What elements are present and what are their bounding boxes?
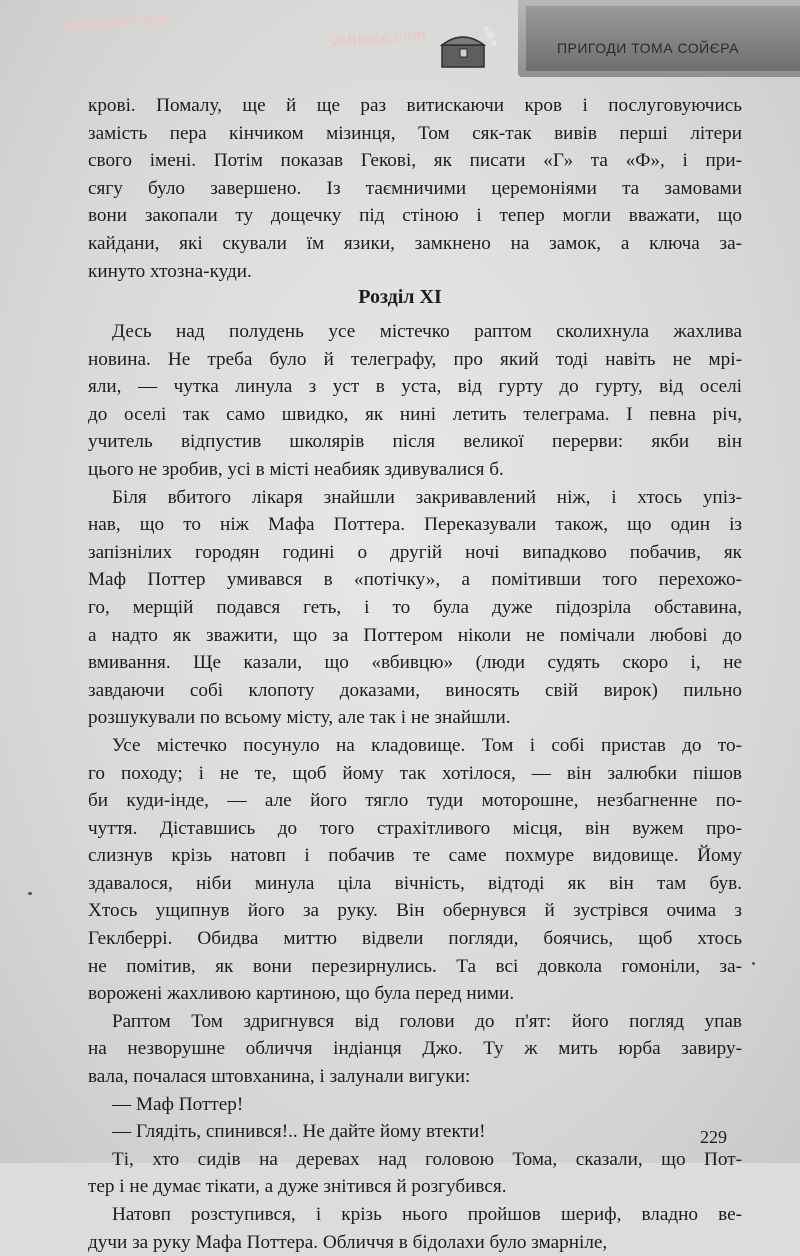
scan-speck xyxy=(28,892,32,895)
text-line: Усе містечко посунуло на кладовище. Том і собі пристав до то- xyxy=(112,734,742,756)
text-line: учитель відпустив школярів після великої перерви: якби він xyxy=(88,431,742,453)
text-line: Геклберрі. Обидва миттю відвели погляди, боячись, щоб хтось xyxy=(88,928,742,950)
text-line: яли, — чутка линула з уст в уста, від гурту до гурту, від оселі xyxy=(88,376,742,398)
text-line: слизнув крізь натовп і побачив те саме похмуре видовище. Йому xyxy=(88,845,742,867)
text-line: вмивання. Ще казали, що «вбивцю» (люди судять скоро і, не xyxy=(88,652,742,674)
continued-paragraph xyxy=(88,92,742,285)
text-line: вала, почалася штовханина, і залунали вигуки: xyxy=(88,1066,471,1088)
text-line: Біля вбитого лікаря знайшли закривавлений ніж, і хтось упіз- xyxy=(112,486,742,508)
chapter-heading: Розділ XI xyxy=(358,286,442,308)
text-line: не помітив, як вони перезирнулись. Та всі довкола гомоніли, за- xyxy=(88,955,742,977)
text-line: кинуто хтозна-куди. xyxy=(88,260,252,282)
text-line: дучи за руку Мафа Поттера. Обличчя в бідолахи було змарніле, xyxy=(88,1231,608,1253)
text-line: а надто як зважити, що за Поттером ніколи не помічали любові до xyxy=(88,624,742,646)
text-line: на незворушне обличчя індіанця Джо. Ту ж мить юрба завиру- xyxy=(88,1038,742,1060)
text-line: чуття. Діставшись до того страхітливого місця, він вужем про- xyxy=(88,817,742,839)
text-line: ворожені жахливою картиною, що була перед ними. xyxy=(88,983,515,1005)
text-line: — Маф Поттер! xyxy=(112,1093,244,1115)
text-line: би куди-інде, — але його тягло туди моторошне, незбагненне по- xyxy=(88,790,742,812)
text-line: Маф Поттер умивався в «потічку», а помітивши того перехожо- xyxy=(88,569,742,591)
text-line: крові. Помалу, ще й ще раз витискаючи кров і послуговуючись xyxy=(88,95,742,116)
text-line: вони закопали ту дощечку під стіною і тепер могли вважати, що xyxy=(88,205,742,227)
text-line: замість пера кінчиком мізинця, Том сяк-так вивів перші літери xyxy=(88,122,742,144)
watermark: vshkole.com xyxy=(329,26,427,51)
scan-speck xyxy=(752,962,755,965)
text-line: Раптом Том здригнувся від голови до п'ят: його погляд упав xyxy=(112,1010,742,1032)
text-line: Ті, хто сидів на деревах над головою Тома, сказали, що Пот- xyxy=(112,1148,742,1170)
text-line: цього не зробив, усі в місті неабияк здивувалися б. xyxy=(88,458,504,480)
text-line: здавалося, ніби минула ціла вічність, відтоді як він там був. xyxy=(88,872,742,894)
chapter-body xyxy=(88,318,742,1256)
running-header-title: ПРИГОДИ ТОМА СОЙЄРА xyxy=(556,40,740,56)
text-line: сягу було завершено. Із таємничими церемоніями та замовами xyxy=(88,177,742,199)
text-line: — Глядіть, спинився!.. Не дайте йому втекти! xyxy=(112,1121,486,1143)
text-line: новина. Не треба було й телеграфу, про який тоді навіть не мрі- xyxy=(88,348,742,370)
text-line: Хтось ущипнув його за руку. Він обернувся й зустрівся очима з xyxy=(88,900,742,922)
text-line: запізнілих городян годині о другій ночі випадково побачив, як xyxy=(88,541,742,563)
text-line: розшукували по всьому місту, але так і не знайшли. xyxy=(88,707,511,729)
page-number: 229 xyxy=(700,1127,727,1147)
text-line: завдаючи собі клопоту доказами, виносять свій вирок) пильно xyxy=(88,679,742,701)
treasure-chest-icon xyxy=(432,25,502,73)
text-line: го походу; і не те, щоб йому так хотілося, — він залюбки пішов xyxy=(88,762,742,784)
text-line: свого імені. Потім показав Гекові, як писати «Г» та «Ф», і при- xyxy=(88,150,742,172)
text-line: го, мерщій подався геть, і то була дуже підозріла обставина, xyxy=(88,596,742,618)
running-header-tab xyxy=(518,0,800,77)
text-line: Десь над полудень усе містечко раптом сколихнула жахлива xyxy=(112,321,742,342)
text-line: тер і не думає тікати, а дуже знітився й розгубився. xyxy=(88,1176,507,1198)
watermark: vshkole.com xyxy=(59,8,169,35)
text-line: до оселі так само швидко, як нині летить телеграма. І певна річ, xyxy=(88,403,742,425)
text-line: кайдани, які скували їм язики, замкнено на замок, а ключа за- xyxy=(88,232,742,254)
text-line: нав, що то ніж Мафа Поттера. Переказували також, що один із xyxy=(88,514,742,536)
text-line: Натовп розступився, і крізь нього пройшов шериф, владно ве- xyxy=(112,1204,742,1225)
